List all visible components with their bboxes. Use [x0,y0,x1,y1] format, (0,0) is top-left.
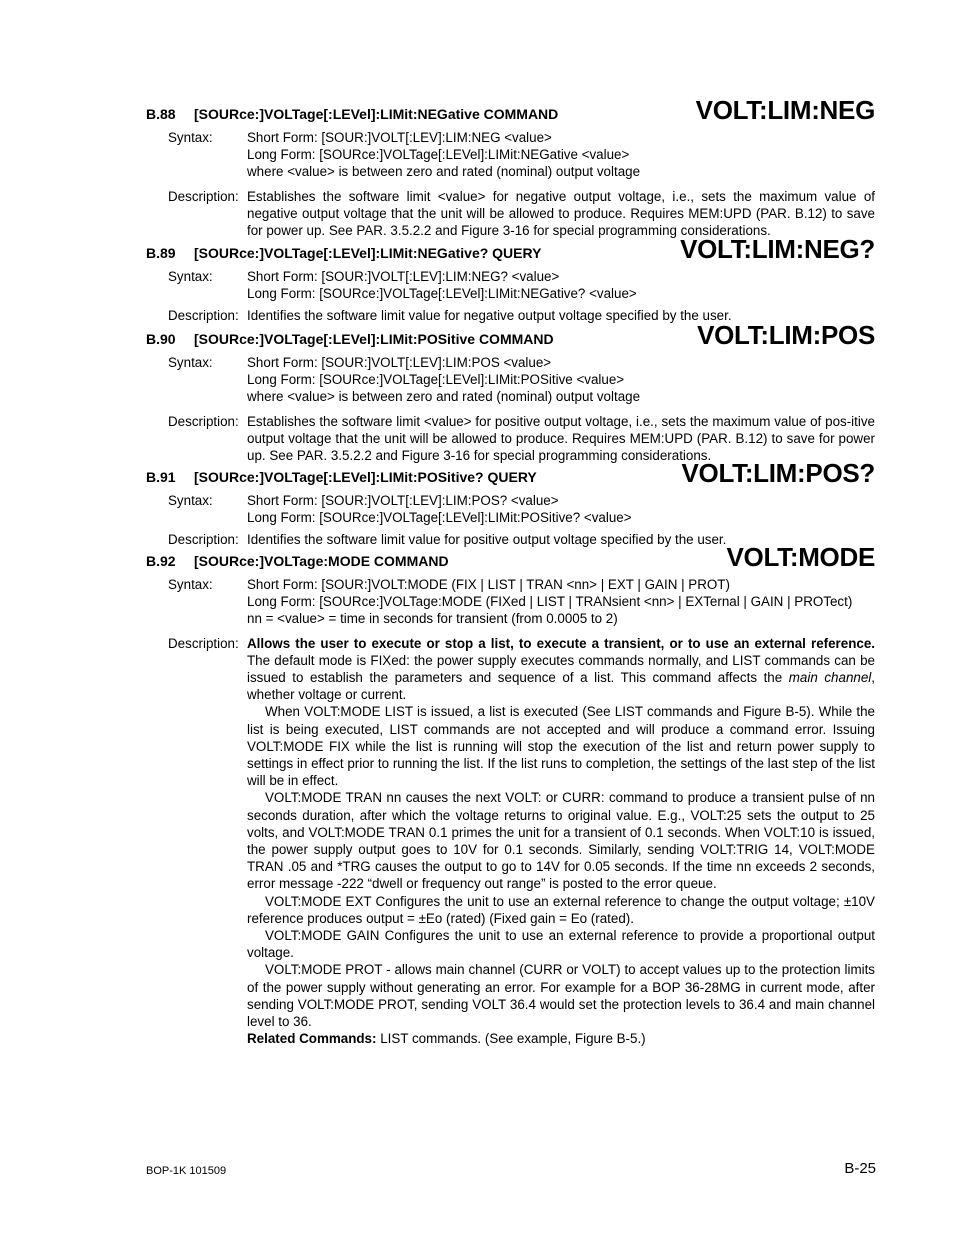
description-text-end: , whether voltage or current. [247,670,875,703]
syntax-label: Syntax: [168,577,213,592]
section-b88 [146,95,875,239]
section-b92 [146,542,875,1047]
section-heading [146,95,875,125]
syntax-long-form: Long Form: [SOURce:]VOLTage[:LEVel]:LIMit:NEGative? <value> [247,286,637,302]
syntax-nn: nn = <value> = time in seconds for transient (from 0.0005 to 2) [247,611,618,627]
command-mnemonic: VOLT:LIM:NEG? [680,234,875,264]
description-paragraph-prot: VOLT:MODE PROT - allows main channel (CURR or VOLT) to accept values up to the protection limits of the power supply without generating an error. For example for a BOP 36-28MG in current mode, after sending VOLT:MODE PROT, sending VOLT 36.4 would set the protection levels to 36.4 and main channel level to 36. [247,962,875,1030]
section-title: [SOURce:]VOLTage:MODE COMMAND [194,553,449,569]
footer-document-id: BOP-1K 101509 [146,1165,227,1177]
description-block [146,188,875,240]
syntax-where: where <value> is between zero and rated (nominal) output voltage [247,164,641,180]
section-b89 [146,234,875,325]
description-label: Description: [168,635,239,651]
description-text: Establishes the software limit <value> for negative output voltage, i.e., sets the maximum value of negative output voltage that the unit will be allowed to produce. Requires MEM:UPD (PAR. B.12) to save for power up. See PAR. 3.5.2.2 and Figure 3-16 for special programming considerations. [247,188,875,239]
section-title: [SOURce:]VOLTage[:LEVel]:LIMit:POSitive COMMAND [194,331,554,347]
section-number: B.90 [146,331,176,347]
section-heading [146,542,875,572]
description-paragraph-1 [247,635,875,704]
section-heading [146,320,875,350]
description-block [146,635,875,1048]
syntax-long-form: Long Form: [SOURce:]VOLTage:MODE (FIXed | LIST | TRANsient <nn> | EXTernal | GAIN | PROTect) [247,594,853,610]
description-block [146,413,875,465]
syntax-short-form: Short Form: [SOUR:]VOLT[:LEV]:LIM:NEG <value> [247,130,552,145]
syntax-long-form: Long Form: [SOURce:]VOLTage[:LEVel]:LIMit:POSitive? <value> [247,510,632,526]
syntax-short-form: Short Form: [SOUR:]VOLT[:LEV]:LIM:POS <value> [247,355,552,370]
command-mnemonic: VOLT:MODE [726,542,875,572]
syntax-block [146,576,875,628]
syntax-label: Syntax: [168,493,213,508]
related-commands-text: LIST commands. (See example, Figure B-5.) [376,1031,646,1047]
section-number: B.89 [146,245,176,261]
description-label: Description: [168,188,239,204]
syntax-long-form: Long Form: [SOURce:]VOLTage[:LEVel]:LIMit:NEGative <value> [247,147,630,163]
syntax-short-form: Short Form: [SOUR:]VOLT:MODE (FIX | LIST | TRAN <nn> | EXT | GAIN | PROT) [247,577,730,592]
footer-page-number: B-25 [844,1160,876,1177]
description-text: Identifies the software limit value for positive output voltage specified by the user. [247,532,727,548]
syntax-label: Syntax: [168,269,213,284]
syntax-short-form: Short Form: [SOUR:]VOLT[:LEV]:LIM:NEG? <value> [247,269,560,284]
section-title: [SOURce:]VOLTage[:LEVel]:LIMit:NEGative COMMAND [194,106,559,122]
description-emphasis: main channel [788,670,872,686]
syntax-label: Syntax: [168,355,213,370]
section-b90 [146,320,875,464]
syntax-label: Syntax: [168,130,213,145]
description-label: Description: [168,532,239,548]
section-heading [146,234,875,264]
description-paragraph-tran: VOLT:MODE TRAN nn causes the next VOLT: or CURR: command to produce a transient pulse of nn seconds duration, after which the voltage returns to original value. E.g., VOLT:25 sets the output to 25 volts, and VOLT:MODE TRAN 0.1 primes the unit for a transient of 0.1 seconds. When VOLT:10 is issued, the power supply output goes to 10V for 0.1 seconds. Similarly, sending VOLT:TRIG 14, VOLT:MODE TRAN .05 and *TRG causes the output to go to 14V for 0.05 seconds. If the time nn exceeds 2 seconds, error message -222 “dwell or frequency out range” is posted to the error queue. [247,790,875,892]
description-text: Establishes the software limit <value> for positive output voltage, i.e., sets the maximum value of pos-itive output voltage that the unit will be allowed to produce. Requires MEM:UPD (PAR. B.12) to save for power up. See PAR. 3.5.2.2 and Figure 3-16 for special programming considerations. [247,413,875,464]
description-lead: Allows the user to execute or stop a list, to execute a transient, or to use an external reference. [247,635,875,651]
section-b91 [146,458,875,549]
syntax-block [146,268,875,302]
syntax-block [146,354,875,406]
description-paragraph-gain: VOLT:MODE GAIN Configures the unit to use an external reference to provide a proportional output voltage. [247,928,875,961]
section-number: B.91 [146,469,176,485]
section-title: [SOURce:]VOLTage[:LEVel]:LIMit:NEGative? QUERY [194,245,542,261]
description-label: Description: [168,413,239,429]
description-text: The default mode is FIXed: the power supply executes commands normally, and LIST commands can be issued to establish the parameters and sequence of a list. This command affects the [247,652,875,686]
command-mnemonic: VOLT:LIM:POS? [681,458,875,488]
related-commands [247,1030,875,1047]
description-paragraph-ext: VOLT:MODE EXT Configures the unit to use an external reference to change the output voltage; ±10V reference produces output = ±Eo (rated) (Fixed gain = Eo (rated). [247,893,875,926]
command-mnemonic: VOLT:LIM:POS [697,320,875,350]
section-number: B.92 [146,553,176,569]
section-heading [146,458,875,488]
related-commands-label: Related Commands: [247,1031,377,1047]
description-label: Description: [168,308,239,324]
syntax-block [146,492,875,526]
description-text: Identifies the software limit value for negative output voltage specified by the user. [247,308,732,324]
description-paragraph-list: When VOLT:MODE LIST is issued, a list is executed (See LIST commands and Figure B-5). While the list is being executed, LIST commands are not accepted and will produce a command error. Issuing VOLT:MODE FIX while the list is running will stop the execution of the list and return power supply to settings in effect prior to running the list. If the list runs to completion, the settings of the last step of the list will be in effect. [247,704,875,789]
syntax-short-form: Short Form: [SOUR:]VOLT[:LEV]:LIM:POS? <value> [247,493,559,508]
syntax-block [146,129,875,181]
syntax-long-form: Long Form: [SOURce:]VOLTage[:LEVel]:LIMit:POSitive <value> [247,372,625,388]
syntax-where: where <value> is between zero and rated (nominal) output voltage [247,389,641,405]
section-number: B.88 [146,106,176,122]
section-title: [SOURce:]VOLTage[:LEVel]:LIMit:POSitive? QUERY [194,469,537,485]
command-mnemonic: VOLT:LIM:NEG [695,95,875,125]
